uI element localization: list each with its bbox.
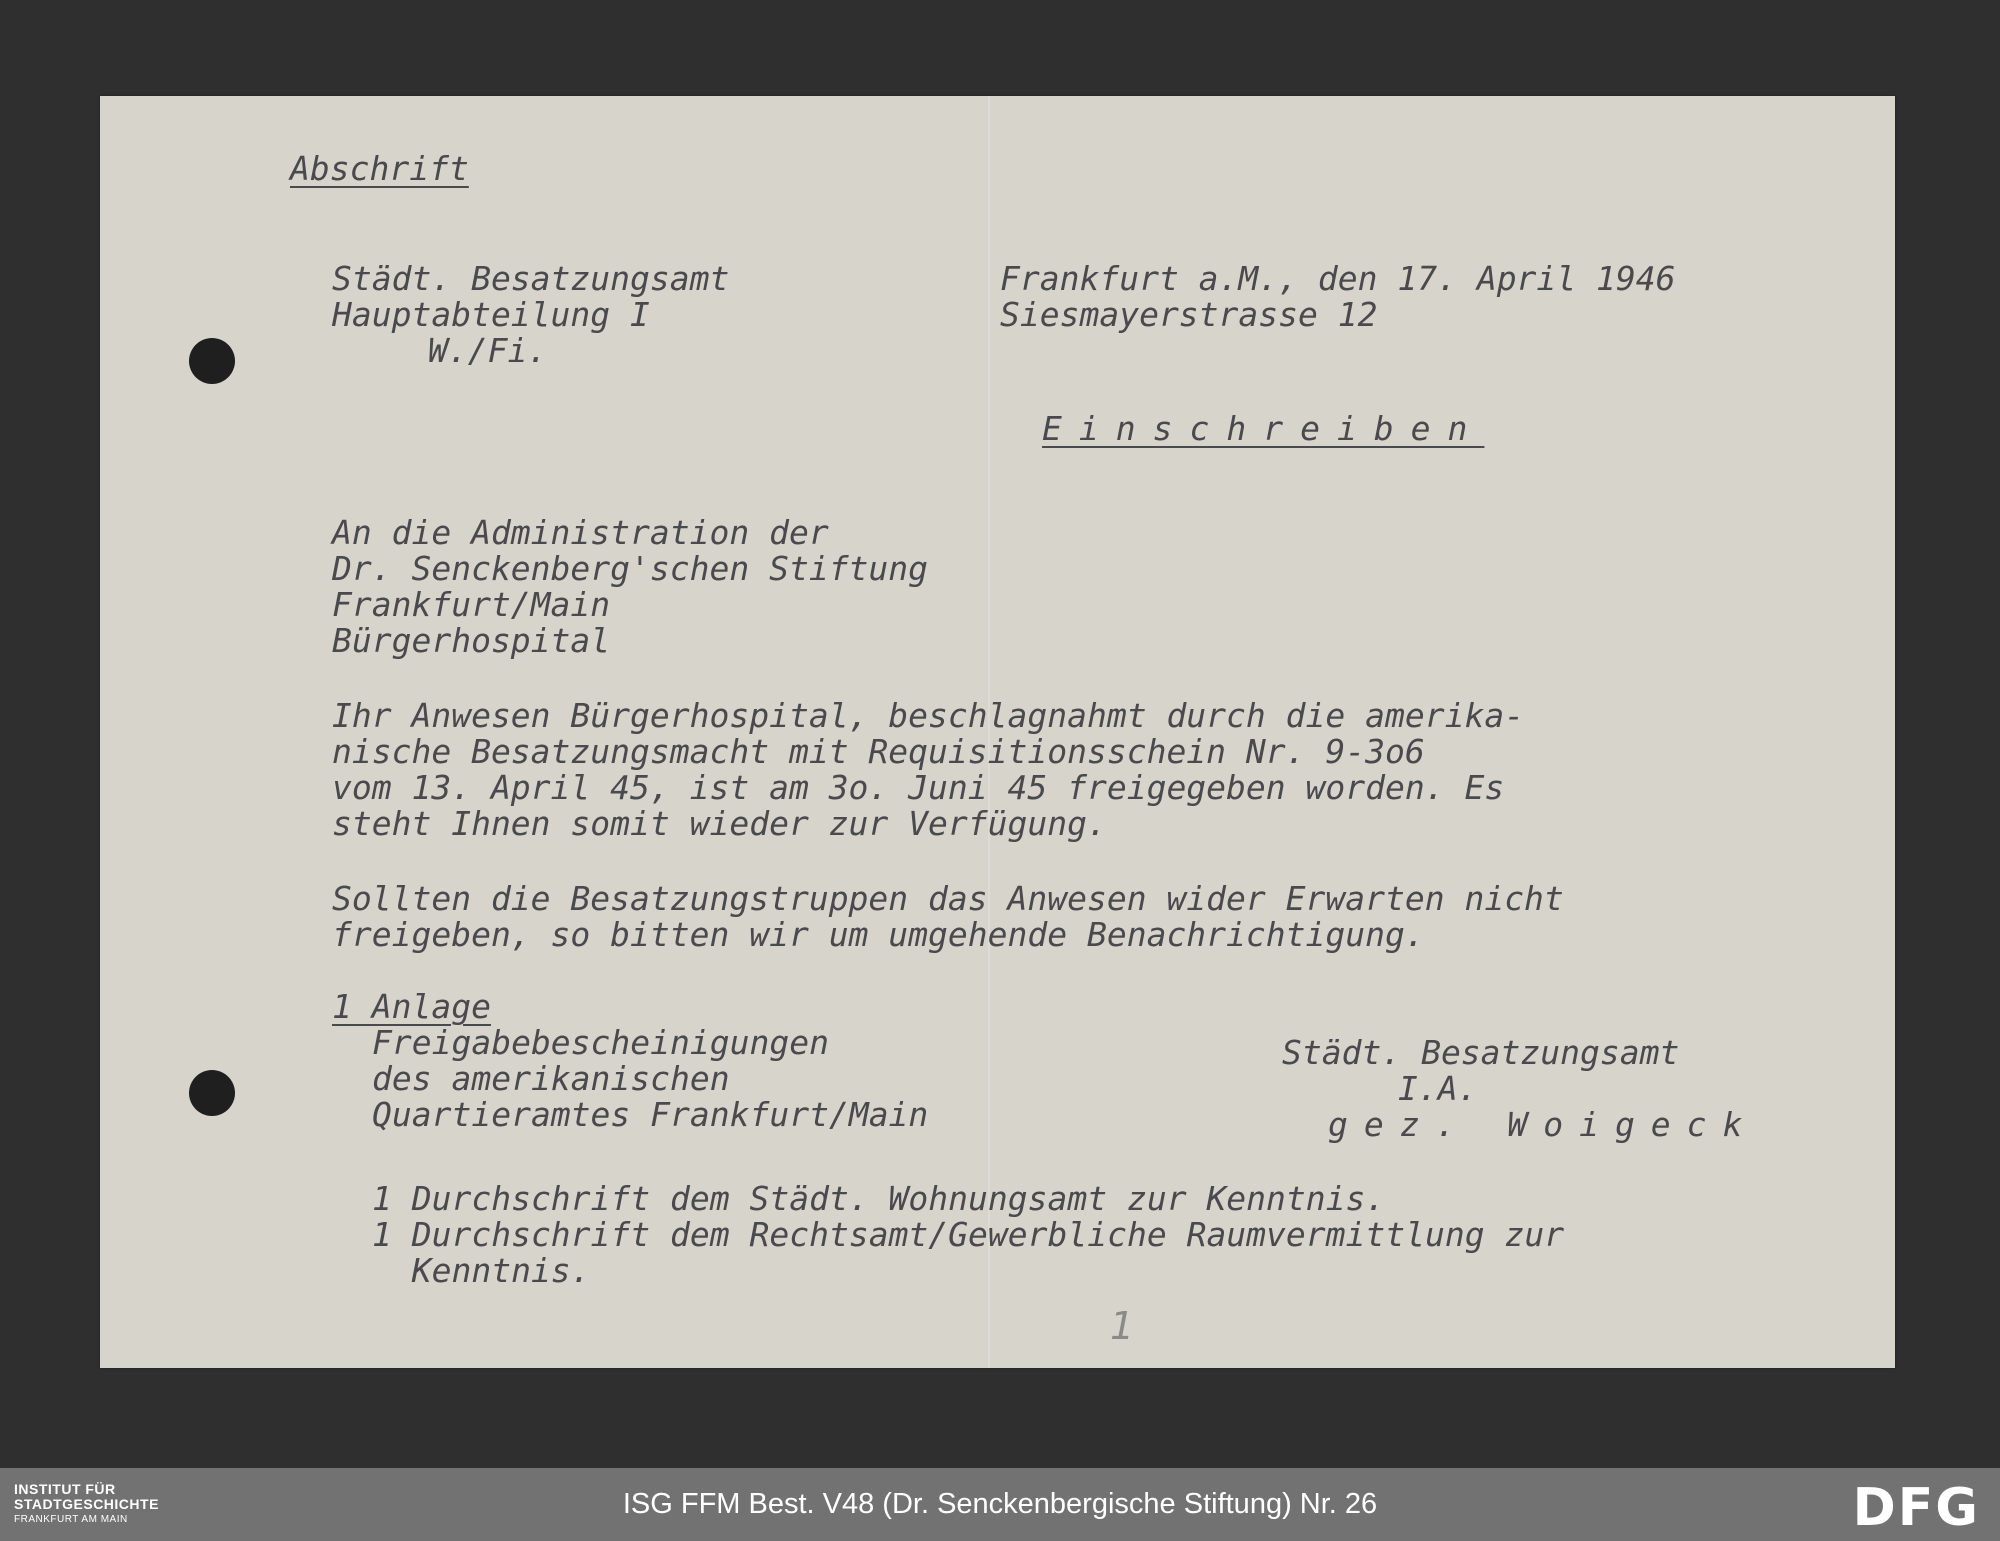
enclosure-line-3: Quartieramtes Frankfurt/Main — [372, 1095, 929, 1134]
recipient-line-3: Frankfurt/Main — [332, 585, 611, 624]
punch-hole-top — [189, 338, 235, 384]
copy-note-2: 1 Durchschrift dem Rechtsamt/Gewerbliche Raumvermittlung zur — [372, 1215, 1565, 1254]
page-number-mark: 1 — [1110, 1304, 1135, 1348]
sender-address: Siesmayerstrasse 12 — [1000, 295, 1378, 334]
enclosure-heading: 1 Anlage — [332, 987, 491, 1026]
enclosure-line-1: Freigabebescheinigungen — [372, 1023, 829, 1062]
place-date: Frankfurt a.M., den 17. April 1946 — [1000, 259, 1676, 298]
paragraph-1-line-2: nische Besatzungsmacht mit Requisitionsschein Nr. 9-3o6 — [332, 732, 1425, 771]
recipient-line-1: An die Administration der — [332, 513, 829, 552]
paragraph-1-line-3: vom 13. April 45, ist am 3o. Juni 45 freigegeben worden. Es — [332, 768, 1505, 807]
institute-line-2: STADTGESCHICHTE — [14, 1496, 159, 1512]
sender-line-2: Hauptabteilung I — [332, 295, 650, 334]
paragraph-2-line-2: freigeben, so bitten wir um umgehende Benachrichtigung. — [332, 915, 1425, 954]
archive-footer-bar — [0, 1468, 2000, 1541]
registered-mail-label: Einschreiben — [1042, 409, 1485, 448]
punch-hole-bottom — [189, 1070, 235, 1116]
document-caption: ISG FFM Best. V48 (Dr. Senckenbergische Stiftung) Nr. 26 — [622, 1488, 1378, 1520]
signature-name: gez. Woigeck — [1328, 1105, 1759, 1144]
paragraph-1-line-4: steht Ihnen somit wieder zur Verfügung. — [332, 804, 1107, 843]
sender-reference: W./Fi. — [428, 331, 548, 370]
heading-abschrift: Abschrift — [290, 149, 469, 188]
enclosure-line-2: des amerikanischen — [372, 1059, 730, 1098]
recipient-line-2: Dr. Senckenberg'schen Stiftung — [332, 549, 929, 588]
institute-line-3: FRANKFURT AM MAIN — [14, 1514, 128, 1525]
recipient-line-4: Bürgerhospital — [332, 621, 611, 660]
signature-office: Städt. Besatzungsamt — [1282, 1033, 1680, 1072]
paragraph-1-line-1: Ihr Anwesen Bürgerhospital, beschlagnahmt durch die amerika- — [332, 696, 1525, 735]
signature-ia: I.A. — [1398, 1069, 1478, 1108]
institute-line-1: INSTITUT FÜR — [14, 1481, 116, 1497]
dfg-logo: DFG — [1852, 1478, 1980, 1538]
paragraph-2-line-1: Sollten die Besatzungstruppen das Anwesen wider Erwarten nicht — [332, 879, 1564, 918]
copy-note-3: Kenntnis. — [372, 1251, 591, 1290]
sender-line-1: Städt. Besatzungsamt — [332, 259, 730, 298]
copy-note-1: 1 Durchschrift dem Städt. Wohnungsamt zur Kenntnis. — [372, 1179, 1386, 1218]
letter-sheet — [100, 96, 1895, 1368]
